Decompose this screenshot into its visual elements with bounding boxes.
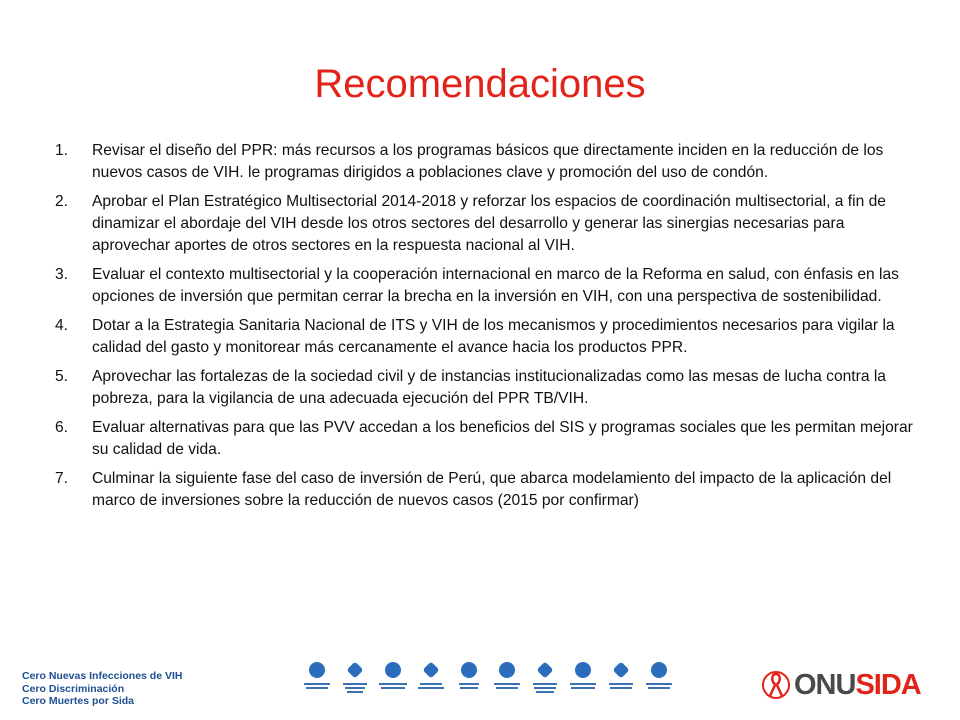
list-item xyxy=(55,417,915,461)
eliminate-stigma-discrimination-icon xyxy=(566,662,600,712)
slide-title: Recomendaciones xyxy=(314,62,646,106)
tagline-zero-discrimination: Cero Discriminación xyxy=(22,682,125,695)
item-number: 3. xyxy=(55,265,69,283)
recommendations-list xyxy=(55,140,915,519)
item-number: 1. xyxy=(55,142,69,159)
item-text: Aprovechar las fortalezas de la sociedad civil y de instancias institucionalizadas como las mesas de lucha contra la pobreza, para la vigilancia de una adecuada ejecución del PPR TB/VIH. xyxy=(92,368,886,407)
item-text: Aprobar el Plan Estratégico Multisectorial 2014-2018 y reforzar los espacios de coordinación multisectorial, a fin de dinamizar el abordaje del VIH desde los otros sectores del desarrollo y generar las sinergias necesarias para aprovechar aportes de otros sectores en la respuesta nacional al VIH. xyxy=(92,193,886,254)
item-number: 4. xyxy=(55,317,69,335)
logo-text-onu: ONU xyxy=(794,668,856,701)
avoid-tb-deaths-icon xyxy=(452,662,486,712)
item-number: 7. xyxy=(55,470,69,488)
logo-text-sida: SIDA xyxy=(855,668,921,701)
list-item xyxy=(55,468,915,512)
item-text: Revisar el diseño del PPR: más recursos a los programas básicos que directamente inciden en la reducción de los nuevos casos de VIH. le programas dirigidos a poblaciones clave y promoción del uso de condón. xyxy=(92,142,884,181)
prevent-hiv-among-drug-users-icon xyxy=(338,662,372,712)
list-item xyxy=(55,315,915,359)
item-text: Evaluar alternativas para que las PVV accedan a los beneficios del SIS y programas sociales que les permitan mejorar su calidad de vida. xyxy=(92,419,913,459)
onusida-logo xyxy=(762,668,921,702)
eliminate-gender-inequality-icon xyxy=(528,662,562,712)
list-item xyxy=(55,140,915,184)
red-ribbon-icon xyxy=(762,668,790,702)
item-text: Culminar la siguiente fase del caso de inversión de Perú, que abarca modelamiento del impacto de la aplicación del marco de inversiones sobre la reducción de nuevos casos (2015 por confirmar) xyxy=(92,470,892,510)
eliminate-travel-restrictions-icon xyxy=(604,662,638,712)
item-text: Evaluar el contexto multisectorial y la cooperación internacional en marco de la Reforma en salud, con énfasis en las opciones de inversión que permitan cerrar la brecha en la inversión en VIH, con una perspectiva de sostenibilidad. xyxy=(92,265,899,305)
footer-taglines xyxy=(22,670,182,708)
list-item xyxy=(55,191,915,256)
close-resource-gap-icon xyxy=(490,662,524,712)
goals-icon-strip xyxy=(300,662,676,712)
list-item xyxy=(55,366,915,410)
eliminate-new-infections-among-children-icon xyxy=(376,662,410,712)
logo-wordmark xyxy=(794,669,921,702)
tagline-zero-infections: Cero Nuevas Infecciones de VIH xyxy=(22,670,183,682)
item-number: 6. xyxy=(55,419,69,437)
item-text: Dotar a la Estrategia Sanitaria Nacional de ITS y VIH de los mecanismos y procedimientos necesarios para vigilar la calidad del gasto y monitorear más cercanamente el avance hacia los productos PPR. xyxy=(92,317,895,356)
strengthen-hiv-integration-icon xyxy=(642,662,676,712)
tagline-zero-deaths: Cero Muertes por Sida xyxy=(22,695,135,707)
reduce-sexual-transmission-icon xyxy=(300,662,334,712)
list-item xyxy=(55,264,915,308)
item-number: 2. xyxy=(55,193,69,211)
item-number: 5. xyxy=(55,368,69,386)
access-treatment-icon xyxy=(414,662,448,712)
